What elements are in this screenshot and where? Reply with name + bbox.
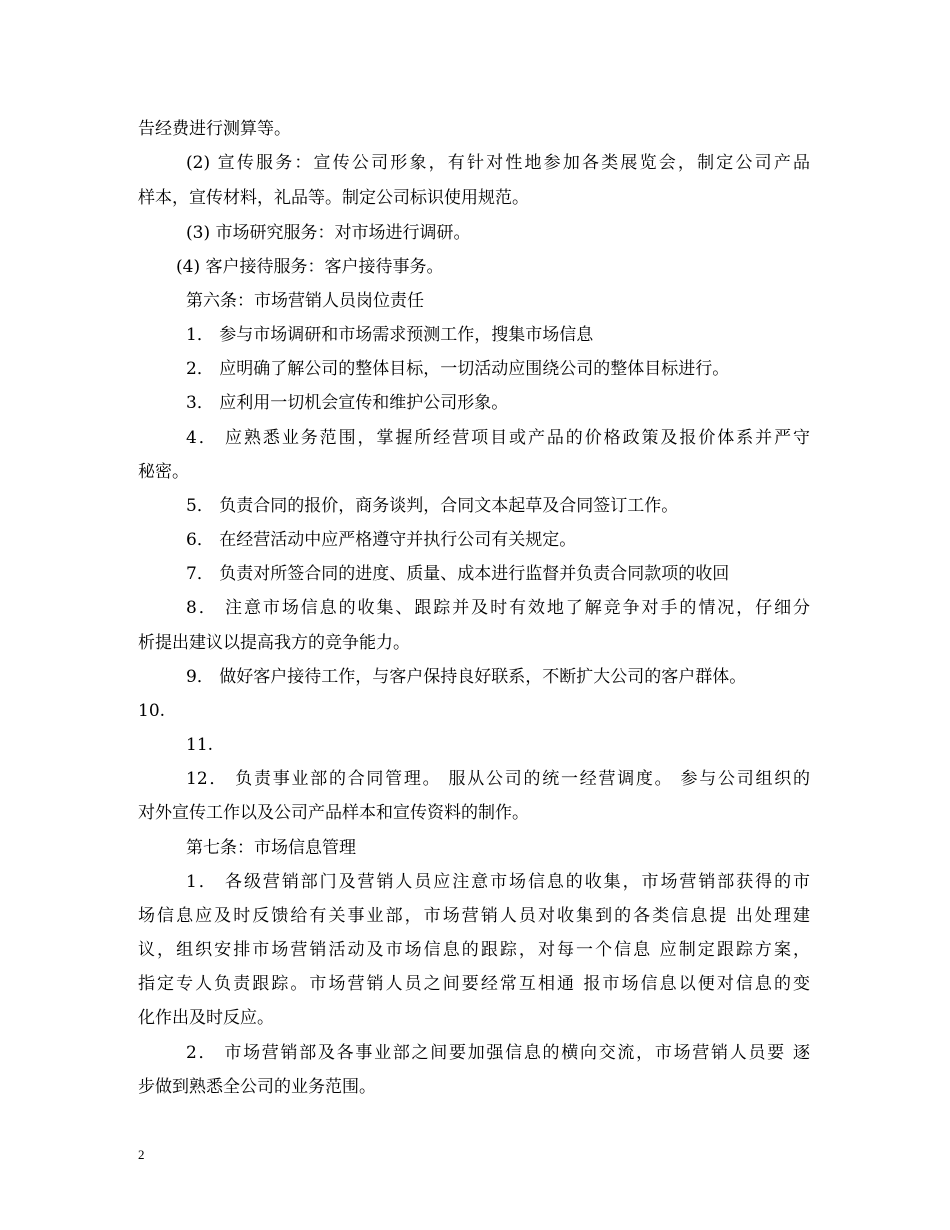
page-number: 2: [138, 1147, 145, 1162]
list-item: 9． 做好客户接待工作，与客户保持良好联系，不断扩大公司的客户群体。: [186, 667, 747, 687]
text-line: 化作出及时反应。: [138, 1008, 274, 1028]
list-item: 10.: [138, 701, 166, 721]
text-line: 样本，宣传材料，礼品等。制定公司标识使用规范。: [138, 188, 529, 208]
text-line: 秘密。: [138, 462, 189, 482]
text-line: 指定专人负责跟踪。市场营销人员之间要经常互相通 报市场信息以便对信息的变: [138, 974, 810, 994]
list-item: 1． 各级营销部门及营销人员应注意市场信息的收集，市场营销部获得的市: [186, 872, 810, 892]
list-item: 11.: [186, 735, 214, 755]
text-line: (4) 客户接待服务：客户接待事务。: [176, 257, 444, 277]
list-item: 2． 应明确了解公司的整体目标，一切活动应围绕公司的整体目标进行。: [186, 359, 730, 379]
section-heading: 第六条：市场营销人员岗位责任: [186, 291, 424, 311]
text-line: 析提出建议以提高我方的竞争能力。: [138, 633, 410, 653]
list-item: 1． 参与市场调研和市场需求预测工作，搜集市场信息: [186, 325, 594, 345]
list-item: 2． 市场营销部及各事业部之间要加强信息的横向交流，市场营销人员要 逐: [186, 1043, 810, 1063]
list-item: 7． 负责对所签合同的进度、质量、成本进行监督并负责合同款项的收回: [186, 564, 730, 584]
text-line: 对外宣传工作以及公司产品样本和宣传资料的制作。: [138, 803, 529, 823]
list-item: 8． 注意市场信息的收集、跟踪并及时有效地了解竞争对手的情况，仔细分: [186, 598, 810, 618]
text-line: 步做到熟悉全公司的业务范围。: [138, 1077, 376, 1097]
list-item: 4． 应熟悉业务范围，掌握所经营项目或产品的价格政策及报价体系并严守: [186, 428, 810, 448]
list-item: 12． 负责事业部的合同管理。 服从公司的统一经营调度。 参与公司组织的: [186, 769, 810, 789]
text-line: (2) 宣传服务：宣传公司形象，有针对性地参加各类展览会，制定公司产品: [186, 153, 810, 173]
text-line: (3) 市场研究服务：对市场进行调研。: [186, 223, 471, 243]
text-line: 场信息应及时反馈给有关事业部，市场营销人员对收集到的各类信息提 出处理建: [138, 906, 810, 926]
list-item: 3． 应利用一切机会宣传和维护公司形象。: [186, 393, 509, 413]
section-heading: 第七条：市场信息管理: [186, 838, 356, 858]
text-line: 议，组织安排市场营销活动及市场信息的跟踪，对每一个信息 应制定跟踪方案，: [138, 940, 810, 960]
list-item: 6． 在经营活动中应严格遵守并执行公司有关规定。: [186, 530, 577, 550]
text-line: 告经费进行测算等。: [138, 119, 291, 139]
list-item: 5． 负责合同的报价，商务谈判，合同文本起草及合同签订工作。: [186, 496, 679, 516]
